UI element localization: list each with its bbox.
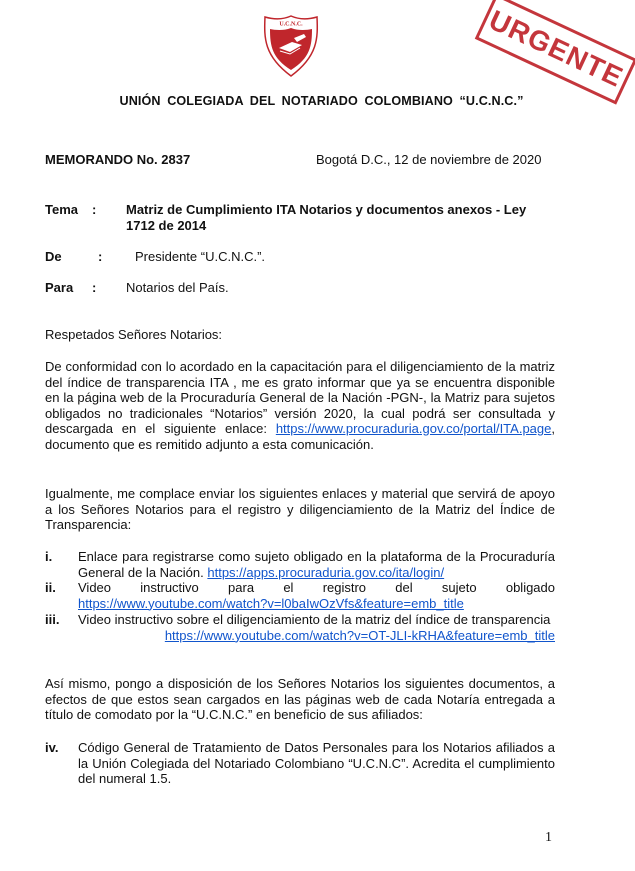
paragraph-3: Así mismo, pongo a disposición de los Señores Notarios los siguientes documentos, a efectos de que estos sean cargados en las páginas web de cada Notaría entregada a título de comodato por la “U.C.N.C.” en beneficio de sus afiliados: [45,676,555,722]
tema-label: Tema [45,202,78,217]
para-row [45,280,556,296]
list-item [45,580,555,611]
paragraph-1-tail: , documento que es remitido adjunto a esta comunicación. [45,421,555,452]
tema-colon: : [92,202,97,217]
para-label: Para [45,280,74,295]
de-row [45,249,565,265]
shield-icon [262,14,320,78]
logo-text: U.C.N.C. [279,21,303,28]
list-item-text: Video instructivo para el registro del sujeto obligado [78,580,555,595]
memo-number: MEMORANDO No. 2837 [45,152,191,167]
list-item-text: Video instructivo sobre el diligenciamiento de la matriz del índice de transparencia [78,612,551,627]
para-colon: : [92,280,97,295]
list-item-text: Código General de Tratamiento de Datos Personales para los Notarios afiliados a la Unión Colegiada del Notariado Colombiano “U.C.N.C”. Acredita el cumplimiento del numeral 1.5. [78,740,555,786]
procuraduria-ita-link[interactable]: https://www.procuraduria.gov.co/portal/ITA.page [275,421,552,436]
memo-date: Bogotá D.C., 12 de noviembre de 2020 [316,152,542,167]
list-item-text: Enlace para registrarse como sujeto obligado en la plataforma de la Procuraduría General de la Nación. [78,549,555,580]
youtube-registro-link[interactable]: https://www.youtube.com/watch?v=l0baIwOzVfs&feature=emb_title [78,595,464,611]
paragraph-1-text: De conformidad con lo acordado en la capacitación para el diligenciamiento de la matriz del índice de transparencia ITA , me es grato informar que ya se encuentra disponible en la página web de la Procuraduría General de la Nación -PGN-, la Matriz para sujetos obligados no tradicionales “Notarios” versión 2020, la cual podrá ser consultada y descargada en el siguiente enlace: [45,359,555,436]
tema-value: Matriz de Cumplimiento ITA Notarios y documentos anexos - Ley 1712 de 2014 [126,202,527,233]
de-value: Presidente “U.C.N.C.”. [135,249,266,264]
list-item-number: iii. [45,612,60,627]
list-item-number: iv. [45,740,59,755]
page-number: 1 [545,830,552,845]
urgent-stamp: URGENTE [475,0,635,105]
list-item-number: i. [45,549,53,564]
para-value: Notarios del País. [126,280,229,295]
de-label: De [45,249,62,264]
paragraph-1 [45,359,555,452]
list-item [45,549,555,580]
de-colon: : [98,249,103,264]
paragraph-2: Igualmente, me complace enviar los siguientes enlaces y material que servirá de apoyo a los Señores Notarios para el registro y diligenciamiento de la Matriz del Índice de Transparencia: [45,486,555,532]
organization-title: UNIÓN COLEGIADA DEL NOTARIADO COLOMBIANO “U.C.N.C.” [119,94,524,108]
youtube-matriz-link[interactable]: https://www.youtube.com/watch?v=OT-JLI-kRHA&feature=emb_title [164,627,555,643]
pgn-login-link[interactable]: https://apps.procuraduria.gov.co/ita/login/ [207,564,445,580]
list-item [45,612,555,643]
list-item-number: ii. [45,580,56,595]
ucnc-logo [262,14,320,78]
list-item [45,740,555,787]
greeting: Respetados Señores Notarios: [45,327,223,342]
tema-row [45,202,556,233]
